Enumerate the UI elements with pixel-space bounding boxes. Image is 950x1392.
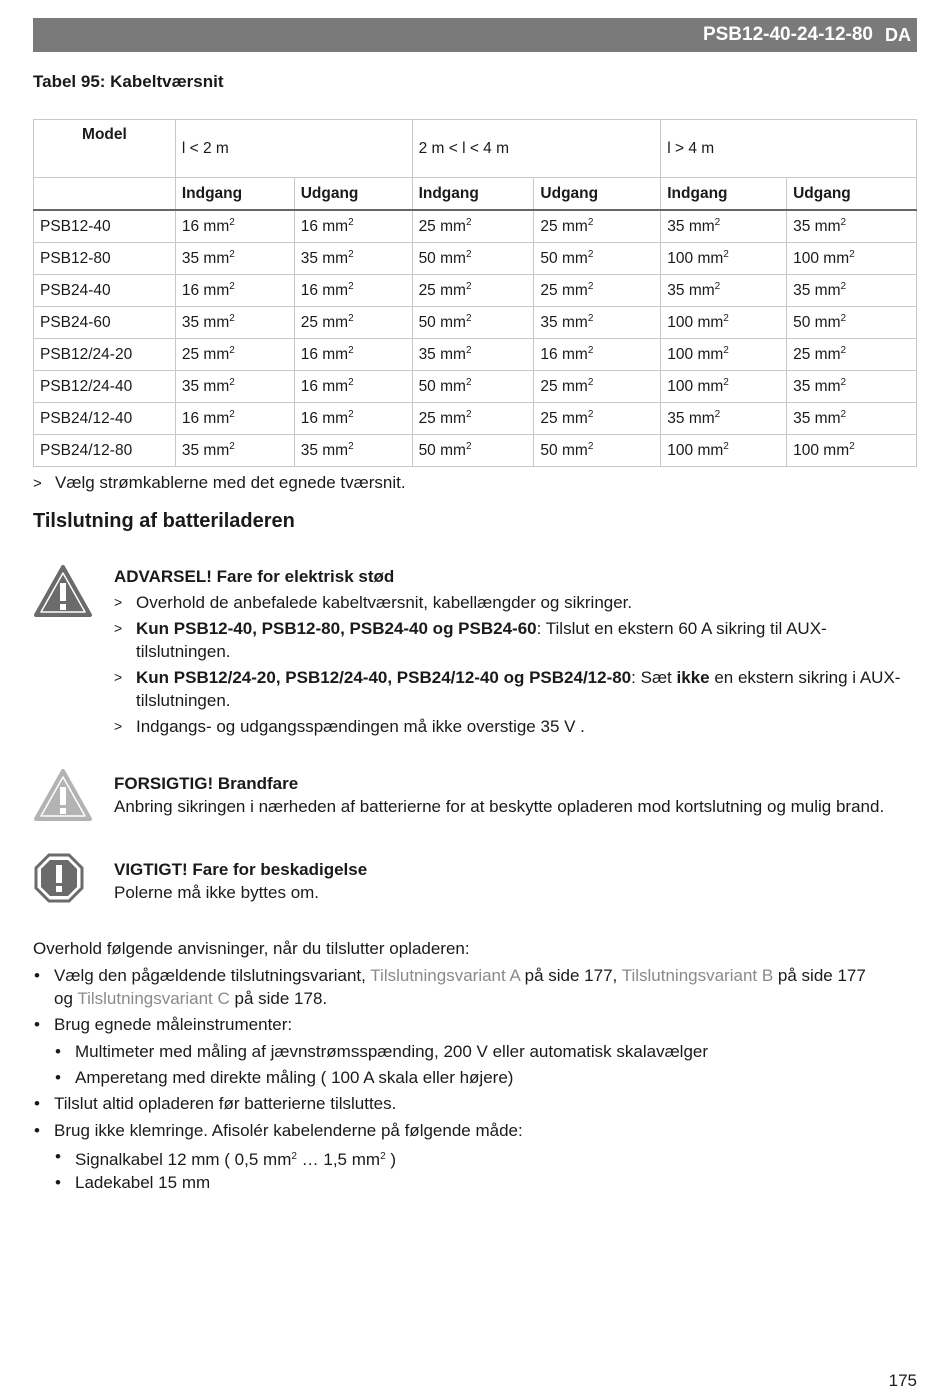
arrow-icon: > <box>114 718 123 734</box>
cross-section-cell: 35 $mm^2$ <box>661 210 787 243</box>
cross-section-cell: 35 $mm^2$ <box>787 275 917 307</box>
cross-section-cell: 50 $mm^2$ <box>412 371 534 403</box>
bullet-item: • Tilslut altid opladeren før batterierne tilsluttes. <box>34 1094 397 1113</box>
cross-section-cell: 35 $mm^2$ <box>787 403 917 435</box>
warning-item: > Overhold de anbefalede kabeltværsnit, kabellængder og sikringer. <box>114 593 633 612</box>
model-header: Model <box>34 120 176 178</box>
arrow-icon: > <box>33 475 42 492</box>
cross-section-cell: 16 $mm^2$ <box>294 275 412 307</box>
warning-title: ADVARSEL! Fare for elektrisk stød <box>114 567 395 586</box>
table-body <box>34 210 917 467</box>
column-header: Udgang <box>294 178 412 211</box>
link-variant-b[interactable]: Tilslutningsvariant B <box>621 966 774 985</box>
sub-bullet-item: • Ladekabel 15 mm <box>55 1173 211 1192</box>
cable-cross-section-table <box>33 119 917 467</box>
warning-block <box>114 565 914 738</box>
sub-bullet-item: • Amperetang med direkte måling ( 100 A skala eller højere) <box>55 1068 514 1087</box>
cross-section-cell: 50 $mm^2$ <box>412 243 534 275</box>
model-cell: PSB12/24-20 <box>34 339 176 371</box>
cross-section-cell: 100 $mm^2$ <box>787 435 917 467</box>
cross-section-cell: 35 $mm^2$ <box>175 243 294 275</box>
cross-section-cell: 16 $mm^2$ <box>294 210 412 243</box>
table-caption: Tabel 95: Kabeltværsnit <box>33 72 224 91</box>
bullet-icon: • <box>55 1068 61 1087</box>
cross-section-cell: 35 $mm^2$ <box>661 403 787 435</box>
model-cell: PSB24-60 <box>34 307 176 339</box>
cross-section-cell: 16 $mm^2$ <box>294 339 412 371</box>
model-cell: PSB24/12-40 <box>34 403 176 435</box>
notice-title: VIGTIGT! Fare for beskadigelse <box>114 860 368 879</box>
cross-section-cell: 100 $mm^2$ <box>787 243 917 275</box>
cross-section-cell: 35 $mm^2$ <box>294 435 412 467</box>
column-header: Indgang <box>412 178 534 211</box>
table-row <box>34 403 917 435</box>
table-row <box>34 435 917 467</box>
cross-section-cell: 25 $mm^2$ <box>412 275 534 307</box>
cross-section-cell: 25 $mm^2$ <box>412 403 534 435</box>
bullet-icon: • <box>55 1042 61 1061</box>
bullet-icon: • <box>55 1147 61 1166</box>
page-number: 175 <box>888 1371 917 1390</box>
cross-section-cell: 50 $mm^2$ <box>534 435 661 467</box>
bullet-icon: • <box>55 1173 61 1192</box>
column-header: Indgang <box>175 178 294 211</box>
arrow-icon: > <box>114 594 123 610</box>
cross-section-cell: 25 $mm^2$ <box>294 307 412 339</box>
cross-section-cell: 16 $mm^2$ <box>294 371 412 403</box>
cross-section-cell: 100 $mm^2$ <box>661 339 787 371</box>
cross-section-cell: 35 $mm^2$ <box>412 339 534 371</box>
cross-section-cell: 16 $mm^2$ <box>175 210 294 243</box>
notice-block <box>114 858 914 904</box>
model-cell: PSB12-40 <box>34 210 176 243</box>
note-text: Vælg strømkablerne med det egnede tværsnit. <box>55 473 406 492</box>
column-header: Indgang <box>661 178 787 211</box>
caution-block <box>114 772 934 818</box>
cross-section-cell: 16 $mm^2$ <box>294 403 412 435</box>
warning-triangle-icon <box>33 564 93 618</box>
cross-section-cell: 35 $mm^2$ <box>661 275 787 307</box>
cross-section-cell: 25 $mm^2$ <box>534 275 661 307</box>
model-cell: PSB24-40 <box>34 275 176 307</box>
section-title: Tilslutning af batteriladeren <box>33 510 295 532</box>
table-row <box>34 371 917 403</box>
cross-section-cell: 50 $mm^2$ <box>412 435 534 467</box>
warning-item: > Indgangs- og udgangsspændingen må ikke overstige 35 V . <box>114 717 585 736</box>
cross-section-cell: 50 $mm^2$ <box>412 307 534 339</box>
table-row <box>34 243 917 275</box>
cross-section-cell: 35 $mm^2$ <box>534 307 661 339</box>
group-header: l < 2 m <box>175 120 412 178</box>
model-cell: PSB12/24-40 <box>34 371 176 403</box>
table-row <box>34 275 917 307</box>
column-header: Udgang <box>787 178 917 211</box>
table-row <box>34 339 917 371</box>
cross-section-cell: 25 $mm^2$ <box>534 371 661 403</box>
cross-section-cell: 25 $mm^2$ <box>534 403 661 435</box>
cross-section-cell: 100 $mm^2$ <box>661 307 787 339</box>
arrow-icon: > <box>114 620 123 636</box>
product-code: PSB12-40-24-12-80 <box>702 24 873 45</box>
empty-header-cell <box>34 178 176 211</box>
caution-title: FORSIGTIG! Brandfare <box>114 774 299 793</box>
cross-section-cell: 25 $mm^2$ <box>534 210 661 243</box>
cross-section-cell: 35 $mm^2$ <box>175 307 294 339</box>
cross-section-cell: 25 $mm^2$ <box>412 210 534 243</box>
bullet-icon: • <box>34 1094 40 1113</box>
notice-text: Polerne må ikke byttes om. <box>114 883 320 902</box>
column-header: Udgang <box>534 178 661 211</box>
caution-triangle-icon <box>33 768 93 822</box>
sub-bullet-item: • Signalkabel 12 mm ( 0,5 $mm^2$ … 1,5 $mm^2$ ) <box>55 1147 397 1169</box>
warning-item: > Kun PSB12-40, PSB12-80, PSB24-40 og PSB24-60: Tilslut en ekstern 60 A sikring til AUX-tilslutningen. <box>114 619 827 661</box>
link-variant-c[interactable]: Tilslutningsvariant C <box>77 989 230 1008</box>
cross-section-cell: 100 $mm^2$ <box>661 371 787 403</box>
bullet-icon: • <box>34 1015 40 1034</box>
warning-item: > Kun PSB12/24-20, PSB12/24-40, PSB24/12-40 og PSB24/12-80: Sæt ikke en ekstern sikring i AUX-tilslutningen. <box>114 668 901 710</box>
bullet-icon: • <box>34 966 40 985</box>
cross-section-cell: 16 $mm^2$ <box>534 339 661 371</box>
group-header: 2 m < l < 4 m <box>412 120 661 178</box>
cross-section-cell: 50 $mm^2$ <box>534 243 661 275</box>
bullet-item: • Vælg den pågældende tilslutningsvariant, Tilslutningsvariant A på side 177, Tilslutningsvariant B på side 177 og Tilslutningsvariant C på side 178. <box>34 966 866 1008</box>
cross-section-cell: 100 $mm^2$ <box>661 435 787 467</box>
cross-section-cell: 35 $mm^2$ <box>787 371 917 403</box>
cross-section-cell: 16 $mm^2$ <box>175 275 294 307</box>
cross-section-cell: 35 $mm^2$ <box>294 243 412 275</box>
notice-octagon-icon <box>34 853 84 903</box>
note-line <box>33 473 406 493</box>
caution-text: Anbring sikringen i nærheden af batterierne for at beskytte opladeren mod kortslutning og mulig brand. <box>114 797 885 816</box>
bullet-item: • Brug egnede måleinstrumenter: <box>34 1015 293 1034</box>
cross-section-cell: 16 $mm^2$ <box>175 403 294 435</box>
arrow-icon: > <box>114 669 123 685</box>
link-variant-a[interactable]: Tilslutningsvariant A <box>370 966 520 985</box>
cross-section-cell: 25 $mm^2$ <box>175 339 294 371</box>
bullet-item: • Brug ikke klemringe. Afisolér kabelenderne på følgende måde: <box>34 1121 523 1140</box>
language-code: DA <box>885 24 911 45</box>
table-row <box>34 210 917 243</box>
bullet-icon: • <box>34 1121 40 1140</box>
cross-section-cell: 35 $mm^2$ <box>175 371 294 403</box>
cross-section-cell: 35 $mm^2$ <box>787 210 917 243</box>
cross-section-cell: 35 $mm^2$ <box>175 435 294 467</box>
page-header <box>33 18 917 52</box>
table-row <box>34 307 917 339</box>
cross-section-cell: 50 $mm^2$ <box>787 307 917 339</box>
cross-section-cell: 100 $mm^2$ <box>661 243 787 275</box>
instructions-intro: Overhold følgende anvisninger, når du tilslutter opladeren: <box>33 939 470 958</box>
cross-section-cell: 25 $mm^2$ <box>787 339 917 371</box>
model-cell: PSB24/12-80 <box>34 435 176 467</box>
group-header: l > 4 m <box>661 120 917 178</box>
model-cell: PSB12-80 <box>34 243 176 275</box>
sub-bullet-item: • Multimeter med måling af jævnstrømsspænding, 200 V eller automatisk skalavælger <box>55 1042 709 1061</box>
